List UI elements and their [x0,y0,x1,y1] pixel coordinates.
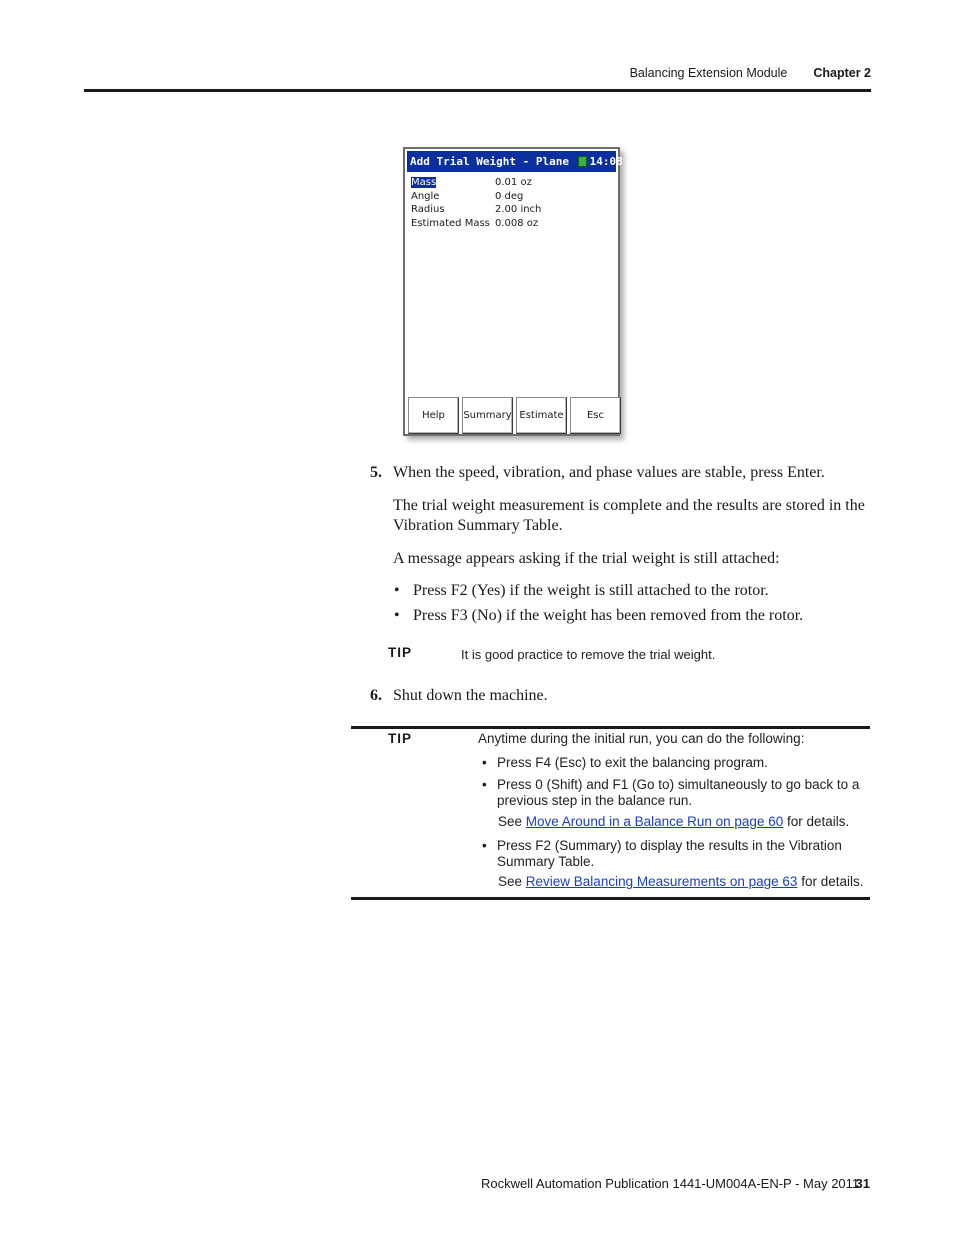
device-row-label: Angle [411,190,440,202]
step-text: When the speed, vibration, and phase values are stable, press Enter. [393,464,825,481]
help-button[interactable]: Help [408,397,459,434]
tip-bullet: Press 0 (Shift) and F1 (Go to) simultaneously to go back to a [497,777,860,792]
device-field-list [411,176,541,230]
tip-label: TIP [388,645,413,660]
tip-text: It is good practice to remove the trial weight. [461,647,716,662]
paragraph-results: The trial weight measurement is complete and the results are stored in the Vibration Summary Table. [393,497,865,534]
device-time: 14:08 [589,155,623,168]
see-reference: See Move Around in a Balance Run on page 60 for details. [498,814,850,829]
header-chapter: Chapter 2 [813,66,871,80]
device-softkey-bar [408,397,621,434]
device-title-bar [407,151,623,172]
footer-publication: Rockwell Automation Publication 1441-UM004A-EN-P - May 2011 [481,1176,860,1191]
device-row-mass[interactable] [411,176,541,190]
tip-bullet: Press F4 (Esc) to exit the balancing program. [497,755,768,770]
device-row-value: 0 deg [495,190,524,202]
link-review-measurements[interactable]: Review Balancing Measurements on page 63 [525,874,798,889]
device-row-value: 0.01 oz [495,177,532,188]
tip-box-bottom-rule [351,897,870,900]
header-section: Balancing Extension Module [629,66,788,80]
device-row-label: Mass [411,177,437,188]
step-number: 5. [370,464,382,481]
tip-bullet-continued: previous step in the balance run. [497,793,693,808]
link-move-around[interactable]: Move Around in a Balance Run on page 60 [525,814,784,829]
tip-box-top-rule [351,726,870,729]
header-rule [84,89,871,92]
tip-intro: Anytime during the initial run, you can do the following: [478,731,805,746]
estimate-button[interactable]: Estimate [516,397,567,434]
device-screen [403,147,623,436]
step-text: Shut down the machine. [393,687,548,704]
device-row-label: Estimated Mass [411,217,490,229]
device-row-radius[interactable] [411,203,541,217]
step-number: 6. [370,687,382,704]
device-row-estimated-mass[interactable] [411,217,541,231]
device-row-value: 2.00 inch [495,204,542,215]
paragraph-message: A message appears asking if the trial weight is still attached: [393,550,780,567]
tip-label: TIP [388,731,413,746]
device-title: Add Trial Weight - Plane [410,155,569,168]
esc-button[interactable]: Esc [570,397,621,434]
tip-bullet-continued: Summary Table. [497,854,595,869]
device-row-angle[interactable] [411,190,541,204]
page-number: 31 [855,1176,870,1191]
device-row-value: 0.008 oz [495,217,539,229]
battery-icon [578,156,587,167]
tip-bullet: Press F2 (Summary) to display the results in the Vibration [497,838,842,853]
see-reference: See Review Balancing Measurements on page 63 for details. [498,874,864,889]
summary-button[interactable]: Summary [462,397,513,434]
device-row-label: Radius [411,204,445,215]
page-header [630,66,871,80]
